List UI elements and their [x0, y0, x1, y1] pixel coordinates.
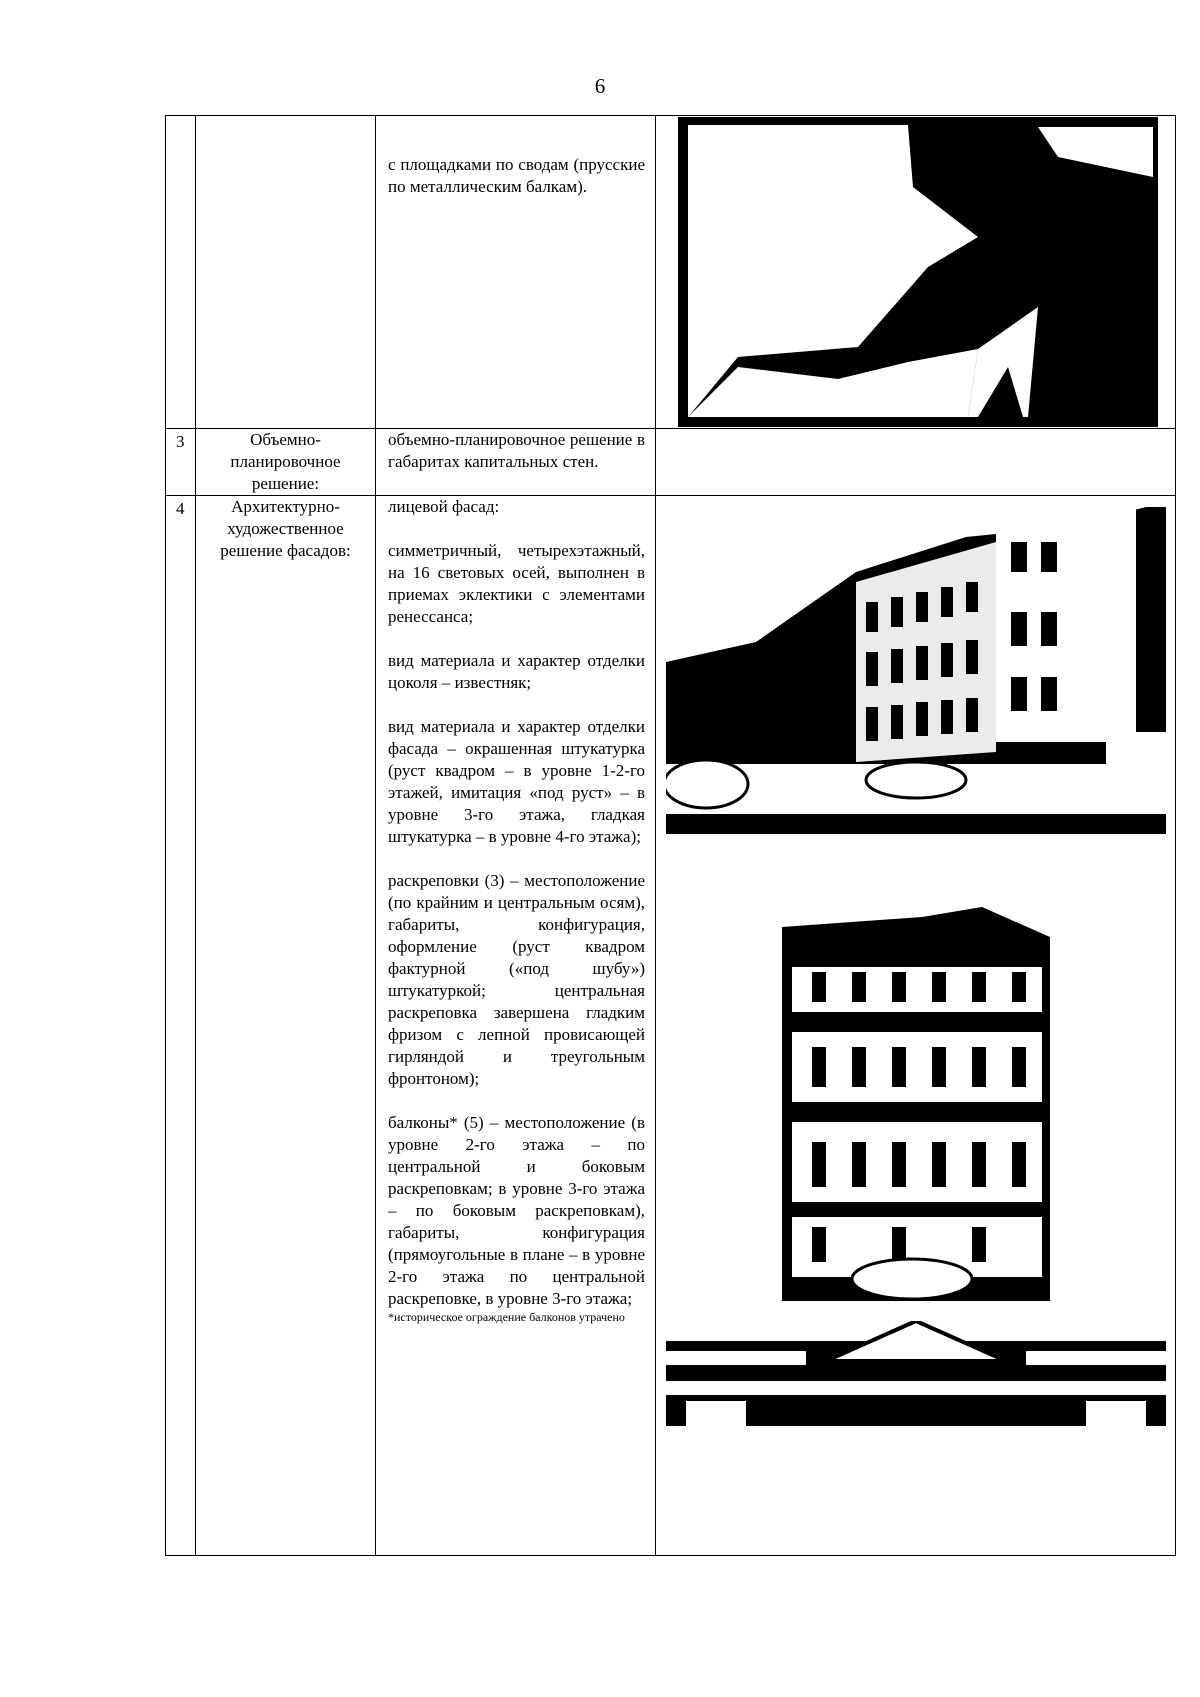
pediment-photo: [666, 1321, 1166, 1426]
page-number: 6: [594, 74, 606, 98]
paragraph-plinth: вид материала и характер отделки цоколя – известняк;: [388, 651, 645, 692]
row-caption: Объемно-планировочное решение:: [196, 429, 376, 496]
num-cell: [166, 116, 196, 429]
row-text: [376, 496, 656, 1556]
text-cell: [376, 116, 656, 429]
paragraph-balconies: балконы* (5) – местоположение (в уровне 2-го этажа – по центральной и боковым раскреповкам; в уровне 3-го этажа – по боковым раскреповкам), габариты, конфигурация (прямоугольные в плане – в уровне 2-го этажа по центральной раскреповке, в уровне 3-го этажа;: [388, 1113, 645, 1308]
row-number: 4: [166, 496, 196, 1556]
row-text: объемно-планировочное решение в габаритах капитальных стен.: [376, 429, 656, 496]
table-row-continuation: [166, 116, 1176, 429]
row-number: 3: [166, 429, 196, 496]
table-row-3: [166, 429, 1176, 496]
photo-cell: [656, 116, 1176, 429]
photo-cell: [656, 496, 1176, 1556]
footnote: *историческое ограждение балконов утрачено: [388, 1310, 625, 1324]
document-table: [165, 115, 1176, 1556]
paragraph-finish: вид материала и характер отделки фасада – окрашенная штукатурка (руст квадром – в уровне 1-2-го этажей, имитация «под руст» – в уровне 3-го этажа, гладкая штукатурка – в уровне 4-го этажа);: [388, 717, 645, 846]
paragraph-facade: лицевой фасад:: [388, 497, 500, 516]
facade-closeup-photo: [782, 907, 1050, 1301]
paragraph-symmetry: симметричный, четырехэтажный, на 16 световых осей, выполнен в приемах эклектики с элементами ренессанса;: [388, 541, 645, 626]
continuation-text: с площадками по сводам (прусские по металлическим балкам).: [388, 155, 645, 196]
caption-cell: [196, 116, 376, 429]
street-facade-photo: [666, 502, 1166, 834]
paragraph-projections: раскреповки (3) – местоположение (по крайним и центральным осям), габариты, конфигурация, оформление (руст квадром фактурной («под шубу») штукатуркой; центральная раскреповка завершена гладким фризом с лепной провисающей гирляндой и треугольным фронтоном);: [388, 871, 645, 1088]
table-row-4: [166, 496, 1176, 1556]
vaulted-stair-photo: [678, 117, 1158, 427]
row-caption: Архитектурно-художественное решение фасадов:: [196, 496, 376, 1556]
empty-photo-cell: [656, 429, 1176, 496]
